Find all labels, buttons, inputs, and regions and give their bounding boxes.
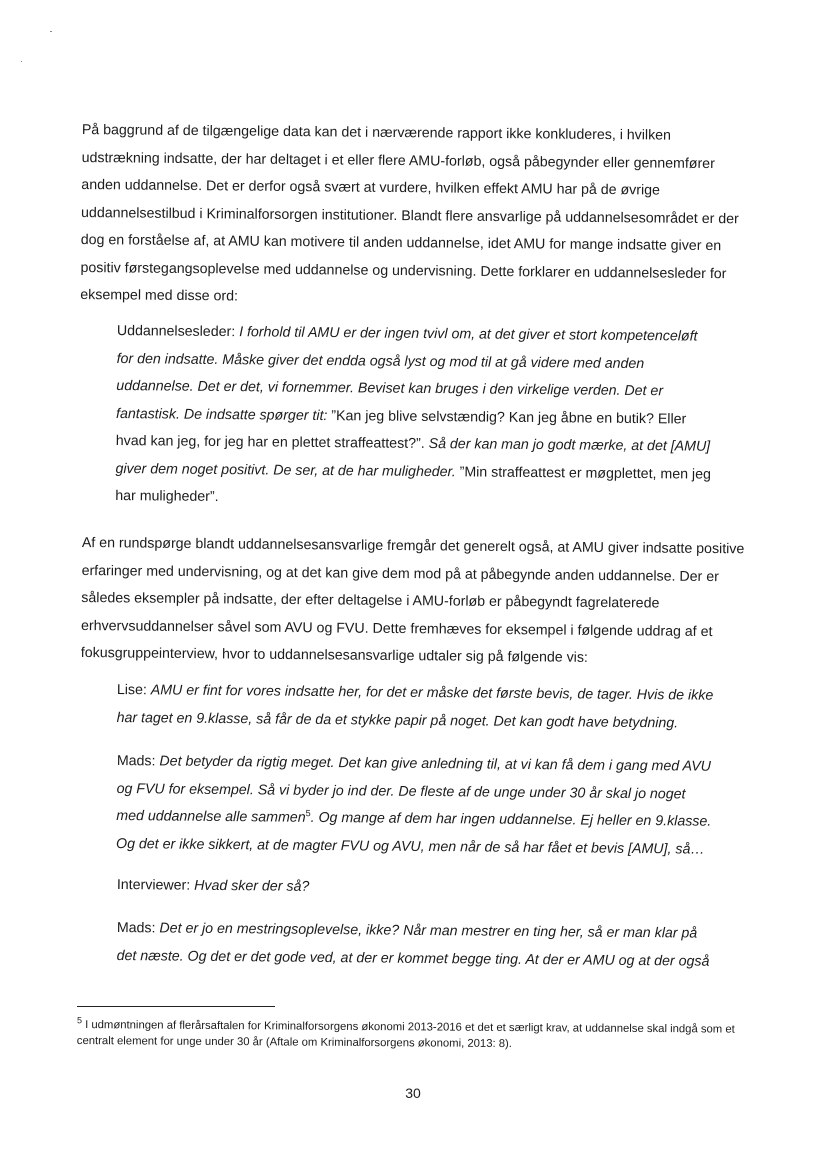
page-number: 30: [405, 1085, 421, 1101]
body-paragraph-2: Af en rundspørge blandt uddannelsesansvarlige fremgår det generelt også, at AMU giver indsatte positive erfaringer med undervisning, og at det kan give dem mod på at påbegynde anden uddannelse. Der er således eksempler på indsatte, der efter deltagelse i AMU-forløb er påbegyndt fagrelaterede erhvervsuddannelser såvel som AVU og FVU. Dette fremhæves for eksempel i følgende uddrag af et fokusgruppeinterview, hvor to uddannelsesansvarlige udtaler sig på følgende vis:: [80, 534, 745, 666]
dialogue-text: AMU er fint for vores indsatte her, for det er måske det første bevis, de tager. Hvis de ikke har taget en 9.klasse, så får de da et stykke papir på noget. Det kan godt have betydning.: [116, 682, 714, 731]
scan-speck: [50, 31, 52, 32]
speaker-label: Mads:: [116, 752, 156, 770]
dialogue-interviewer: [117, 872, 715, 905]
dialogue-text: Hvad sker der så?: [194, 877, 310, 895]
block-quote-leader: [115, 318, 715, 516]
footnote-text: I udmøntningen af flerårsaftalen for Kriminalforsorgens økonomi 2013-2016 et det et særligt krav, at uddannelse skal indgå som et centralt element for unge under 30 år (Aftale om Kriminalforsorgens økonomi, 2013: 8).: [76, 1019, 735, 1051]
speaker-label: Mads:: [116, 919, 156, 937]
scan-speck: [21, 61, 22, 62]
quote-text: I forhold til AMU er der ingen tvivl om, at det giver et stort kompetenceløft for den indsatte. Måske giver det endda også lyst og mod til at gå videre med anden uddannelse. Det er det, vi fornemmer. Beviset kan bruges i den virkelige verden. Det er fantastisk. De indsatte spørger tit:: [116, 324, 698, 424]
speaker-label: Interviewer:: [116, 876, 191, 894]
dialogue-mads-2: [116, 915, 715, 976]
dialogue-text: Det betyder da rigtig meget. Det kan give anledning til, at vi kan få dem i gang med AVU og FVU for eksempel. Så vi byder jo ind der. De fleste af de unge under 30 år skal jo noget med uddannelse alle sammen: [116, 753, 712, 826]
footnote-separator: [77, 1006, 275, 1007]
footnote-reference: 5: [305, 808, 311, 819]
footnote-number: 5: [76, 1015, 83, 1026]
footnote: [77, 1017, 749, 1054]
dialogue-mads-1: [116, 748, 715, 864]
dialogue-text: Det er jo en mestringsoplevelse, ikke? Når man mestrer en ting her, så er man klar på det næste. Og det er det gode ved, at der er kommet begge ting. At der er AMU og at der også: [116, 920, 710, 970]
speaker-label: Uddannelsesleder:: [116, 322, 236, 341]
dialogue-text: . Og mange af dem har ingen uddannelse. Ej heller en 9.klasse. Og det er ikke sikkert, at de magter FVU og AVU, men når de så har fået et bevis [AMU], så…: [116, 809, 712, 858]
quote-text: Så der kan man jo godt mærke, at det [AMU] giver dem noget positivt. De ser, at de har muligheder.: [115, 435, 711, 480]
dialogue-lise: [116, 677, 715, 738]
body-paragraph-1: På baggrund af de tilgængelige data kan det i nærværende rapport ikke konkluderes, i hvilken udstrækning indsatte, der har deltaget i et eller flere AMU-forløb, også påbegynder eller gennemfører anden uddannelse. Det er derfor også svært at vurdere, hvilken effekt AMU har på de øvrige uddannelsestilbud i Kriminalforsorgen institutioner. Blandt flere ansvarlige på uddannelsesområdet er der dog en forståelse af, at AMU kan motivere til anden uddannelse, idet AMU for mange indsatte giver en positiv førstegangsoplevelse med uddannelse og undervisning. Dette forklarer en uddannelsesleder for eksempel med disse ord:: [80, 121, 739, 305]
quote-statement: ”Min straffeattest er møgplettet, men jeg har muligheder”.: [115, 463, 711, 505]
quote-question: ”Kan jeg blive selvstændig? Kan jeg åbne en butik? Eller hvad kan jeg, for jeg har en plettet straffeattest?”.: [115, 407, 687, 452]
speaker-label: Lise:: [116, 681, 147, 699]
